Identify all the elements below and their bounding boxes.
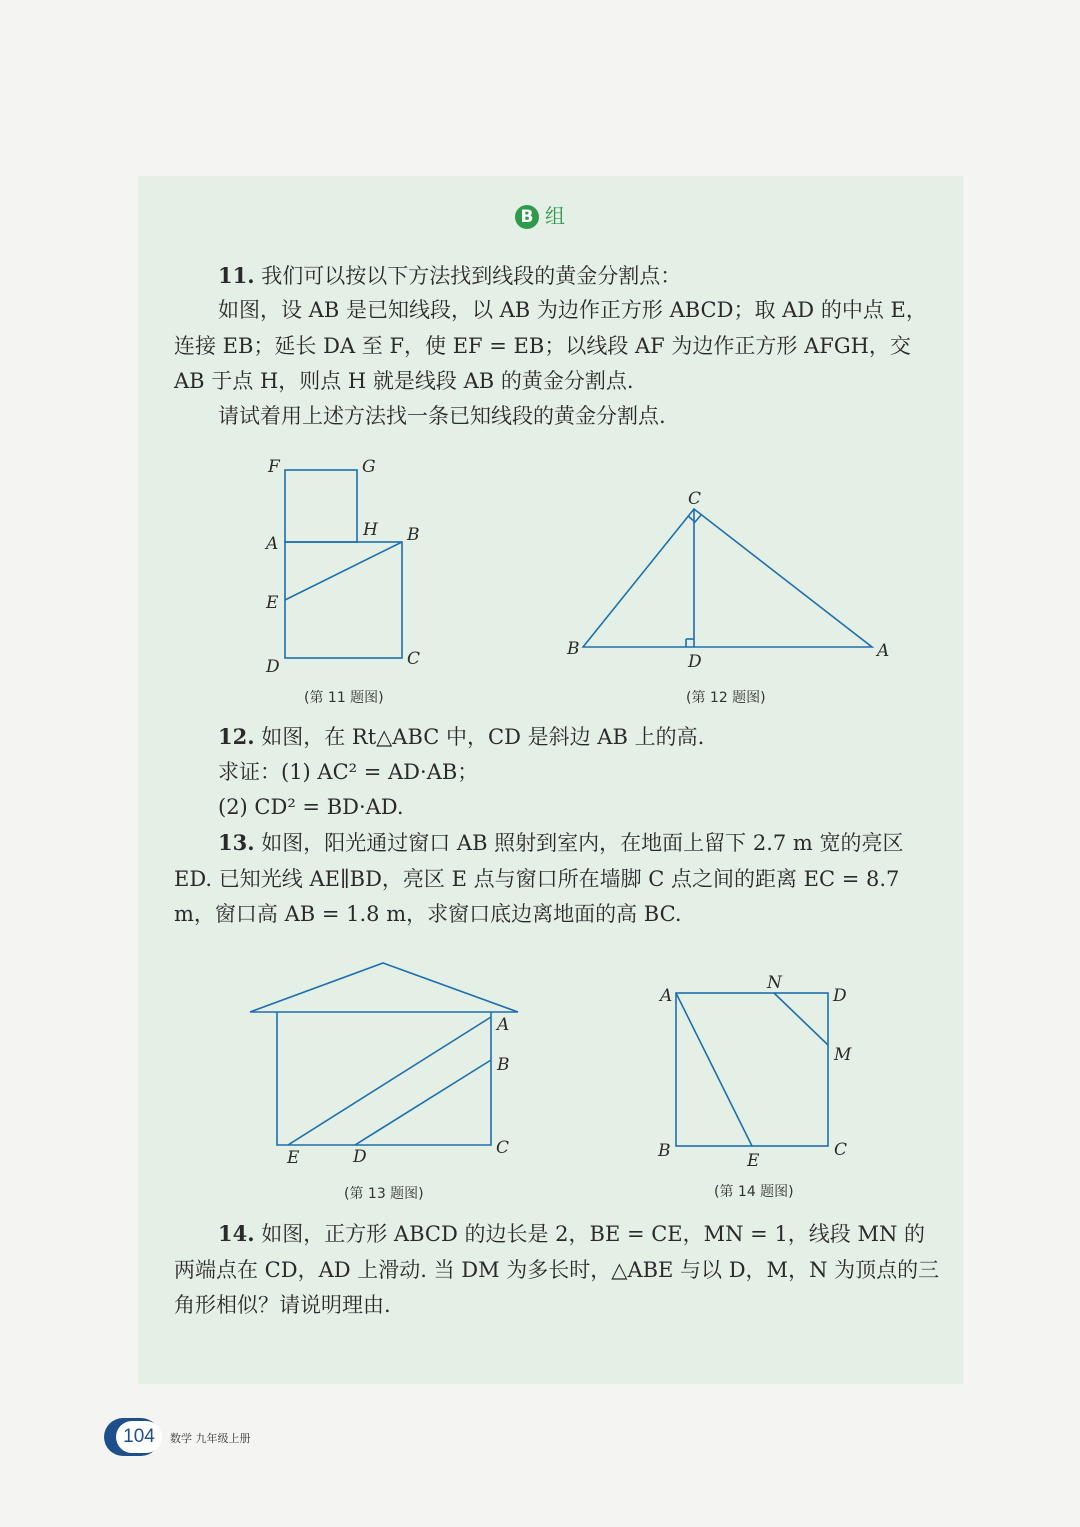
label-a: A — [877, 641, 890, 661]
roof — [250, 963, 518, 1012]
book-title: 数学 九年级上册 — [170, 1432, 251, 1445]
wall — [277, 1012, 491, 1145]
problem-11-task: 请试着用上述方法找一条已知线段的黄金分割点. — [218, 404, 666, 428]
label-d: D — [266, 657, 280, 677]
label-a: A — [266, 534, 279, 554]
problem-11-title-text: 我们可以按以下方法找到线段的黄金分割点： — [261, 264, 682, 288]
problem-13-statement: 如图，阳光通过窗口 AB 照射到室内，在地面上留下 2.7 m 宽的亮区 ED. 已知光线 AE∥BD，亮区 E 点与窗口所在墙脚 C 点之间的距离 EC = 8.7 m，窗口高 AB = 1.8 m，求窗口底边离地面的高 BC. — [174, 831, 904, 926]
figure-11-caption: (第 11 题图) — [304, 690, 384, 706]
segment-eb — [285, 542, 402, 600]
problem-11-body: 如图，设 AB 是已知线段，以 AB 为边作正方形 ABCD；取 AD 的中点 E，连接 EB；延长 DA 至 F，使 EF = EB；以线段 AF 为边作正方形 AFGH，交 AB 于点 H，则点 H 就是线段 AB 的黄金分割点. — [174, 298, 927, 393]
label-d: D — [688, 652, 702, 672]
label-b: B — [567, 639, 580, 659]
group-badge: B — [515, 205, 539, 229]
figure-11-drawing — [250, 450, 450, 680]
label-c: C — [496, 1138, 510, 1158]
problem-14-text — [174, 1216, 942, 1324]
figure-14-drawing — [650, 965, 870, 1175]
label-a: A — [497, 1015, 510, 1035]
label-f: F — [268, 457, 280, 477]
problem-13-text — [174, 825, 942, 933]
label-n: N — [767, 973, 782, 993]
label-h: H — [363, 520, 378, 540]
square-afgh — [285, 470, 357, 542]
figure-14 — [650, 965, 870, 1175]
square-abcd — [676, 993, 828, 1146]
label-c: C — [407, 649, 421, 669]
problem-13-number: 13. — [218, 830, 255, 855]
figure-12-caption: (第 12 题图) — [686, 690, 766, 706]
figure-13-caption: (第 13 题图) — [344, 1186, 424, 1202]
label-g: G — [362, 457, 376, 477]
label-m: M — [834, 1045, 852, 1065]
figure-13 — [240, 955, 540, 1175]
segment-nm — [774, 993, 828, 1045]
label-e: E — [266, 593, 279, 613]
group-label: 组 — [545, 204, 565, 228]
problem-11-number: 11. — [218, 263, 255, 288]
label-b: B — [658, 1141, 671, 1161]
label-d: D — [833, 986, 847, 1006]
figure-11 — [250, 450, 450, 680]
square-abcd — [285, 542, 402, 658]
problem-12-text — [174, 719, 942, 756]
label-e: E — [747, 1151, 760, 1171]
problem-14-statement: 如图，正方形 ABCD 的边长是 2，BE = CE，MN = 1，线段 MN 的两端点在 CD，AD 上滑动. 当 DM 为多长时，△ABE 与以 D，M，N 为顶点的三角形相似？请说明理由. — [174, 1222, 940, 1317]
figure-14-caption: (第 14 题图) — [714, 1184, 794, 1200]
problem-12-prove-2: (2) CD² = BD·AD. — [218, 795, 404, 819]
light-ray-ae — [288, 1017, 491, 1145]
group-title — [0, 200, 1080, 229]
triangle-abc — [583, 509, 872, 647]
problem-12-statement: 如图，在 Rt△ABC 中，CD 是斜边 AB 上的高. — [261, 725, 705, 749]
label-a: A — [660, 986, 673, 1006]
problem-14-number: 14. — [218, 1221, 255, 1246]
label-c: C — [834, 1140, 848, 1160]
page-number: 104 — [116, 1421, 162, 1453]
label-b: B — [497, 1055, 510, 1075]
figure-12 — [560, 480, 900, 680]
figure-13-drawing — [240, 955, 540, 1175]
label-d: D — [353, 1147, 367, 1167]
label-c: C — [688, 489, 702, 509]
label-e: E — [287, 1148, 300, 1168]
figure-12-drawing — [560, 480, 900, 680]
segment-ae — [676, 993, 752, 1146]
problem-12-number: 12. — [218, 724, 255, 749]
light-ray-bd — [355, 1060, 491, 1145]
problem-11-title — [174, 258, 942, 295]
problem-12-prove-1: 求证：(1) AC² = AD·AB； — [218, 760, 479, 784]
label-b: B — [407, 525, 420, 545]
